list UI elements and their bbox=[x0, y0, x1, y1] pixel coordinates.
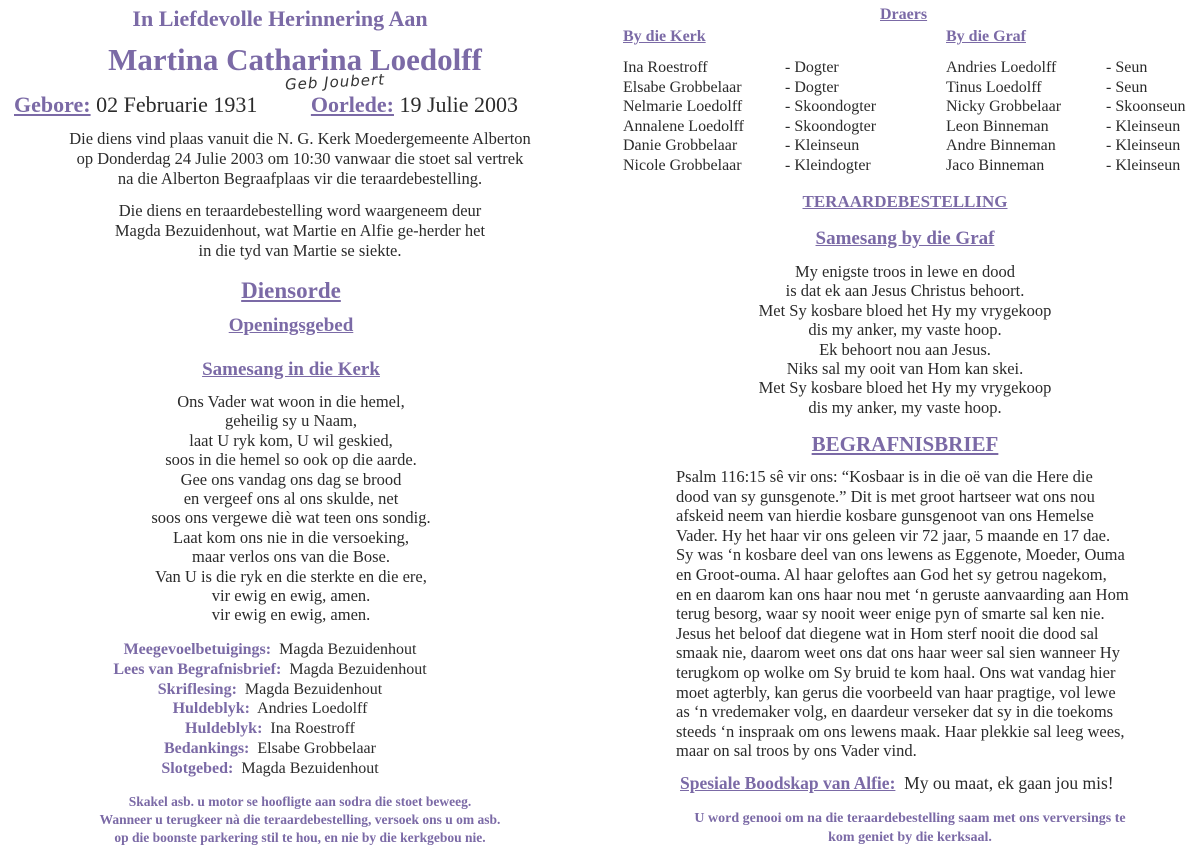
church-bearers-title: By die Kerk bbox=[623, 28, 706, 45]
program-item-label: Skriflesing: bbox=[157, 680, 237, 698]
program-item-label: Slotgebed: bbox=[161, 759, 234, 777]
hymn-line: My enigste troos in lewe en dood bbox=[795, 262, 1015, 281]
program-item-label: Meegevoelbetuigings: bbox=[123, 641, 272, 658]
letter-line: dood van sy gunsgenote.” Dit is met groot hartseer wat ons nou bbox=[676, 486, 1095, 506]
letter-line: maar on sal troos by ons Vader vind. bbox=[676, 741, 917, 761]
birth-death-dates bbox=[14, 92, 594, 118]
program-item-label: Bedankings: bbox=[164, 739, 250, 757]
funeral-letter-title: BEGRAFNISBRIEF bbox=[811, 432, 999, 456]
bearer-name: Jaco Binneman bbox=[946, 156, 1045, 174]
program-item bbox=[0, 680, 540, 700]
bearer-name: Ina Roestroff bbox=[623, 59, 708, 76]
hymn-line: is dat ek aan Jesus Christus behoort. bbox=[785, 281, 1025, 301]
bearer-role: - Skoonseun bbox=[1106, 98, 1186, 116]
letter-line: moet agterbly, kan gerus die voorbeeld van haar pragtige, vol lewe bbox=[676, 682, 1116, 702]
order-of-service-title: Diensorde bbox=[241, 278, 341, 303]
prayer-line: soos ons vergewe diè wat teen ons sondig. bbox=[151, 508, 431, 528]
letter-line: as ‘n vredemaker volg, en daardeur verseker dat sy in die toekoms bbox=[676, 702, 1114, 722]
letter-line: en en daarom kan ons haar nou met ‘n geruste aanvaarding aan Hom bbox=[676, 584, 1129, 604]
officiant-line: Magda Bezuidenhout, wat Martie en Alfie ge-herder het bbox=[114, 221, 486, 240]
service-line: op Donderdag 24 Julie 2003 om 10:30 vanwaar die stoet sal vertrek bbox=[76, 149, 524, 168]
program-item-value: Magda Bezuidenhout bbox=[279, 641, 417, 658]
card-heading: In Liefdevolle Herinnering Aan bbox=[132, 6, 428, 31]
invite-line: U word genooi om na die teraardebestelling saam met ons verversings te bbox=[694, 811, 1126, 826]
prayer-line: vir ewig en ewig, amen. bbox=[211, 605, 371, 625]
prayer-line: Van U is die ryk en die sterkte en die ere, bbox=[155, 566, 427, 586]
letter-line: Vader. Hy het haar vir ons geleen vir 72 jaar, 5 maande en 17 dae. bbox=[676, 525, 1111, 545]
singing-in-church-title: Samesang in die Kerk bbox=[202, 359, 380, 380]
prayer-line: vir ewig en ewig, amen. bbox=[211, 586, 371, 606]
program-item-value: Ina Roestroff bbox=[270, 720, 355, 738]
service-program bbox=[0, 640, 540, 779]
bearer-role: - Skoondogter bbox=[785, 98, 877, 116]
service-line: Die diens vind plaas vanuit die N. G. Kerk Moedergemeente Alberton bbox=[69, 129, 531, 148]
bearer-name: Nicole Grobbelaar bbox=[623, 156, 742, 174]
deceased-name: Martina Catharina Loedolff bbox=[108, 42, 482, 77]
motorist-notice bbox=[0, 793, 600, 847]
hymn-line: dis my anker, my vaste hoop. bbox=[808, 320, 1002, 340]
letter-line: terug besorg, waar sy nooit weer enige pyn of smarte sal ken nie. bbox=[676, 604, 1105, 624]
bearer-role: - Seun bbox=[1106, 78, 1148, 96]
bearer-name: Elsabe Grobbelaar bbox=[623, 78, 742, 96]
letter-line: Sy was ‘n kosbare deel van ons lewens as Eggenote, Moeder, Ouma bbox=[676, 545, 1125, 565]
prayer-line: maar verlos ons van die Bose. bbox=[192, 547, 390, 567]
hymn-line: dis my anker, my vaste hoop. bbox=[808, 397, 1002, 417]
bearer-name: Annalene Loedolff bbox=[623, 117, 744, 135]
notice-line: op die boonste parkering stil te hou, en nie by die kerkgebou nie. bbox=[114, 830, 486, 845]
program-item bbox=[0, 759, 540, 779]
singing-at-grave-title: Samesang by die Graf bbox=[815, 228, 995, 249]
burial-title: TERAARDEBESTELLING bbox=[802, 192, 1008, 211]
bearer-name: Andries Loedolff bbox=[946, 59, 1057, 76]
notice-line: Skakel asb. u motor se hoofligte aan sodra die stoet beweeg. bbox=[128, 794, 472, 809]
invite-line: kom geniet by die kerksaal. bbox=[828, 830, 992, 845]
bearer-role: - Dogter bbox=[785, 78, 839, 96]
program-item-value: Magda Bezuidenhout bbox=[244, 680, 383, 698]
letter-line: afskeid neem van hierdie kosbare gunsgenoot van ons Hemelse bbox=[676, 506, 1094, 526]
officiant-line: in die tyd van Martie se siekte. bbox=[198, 241, 402, 260]
program-item-label: Huldeblyk: bbox=[185, 720, 263, 738]
bearer-role: - Skoondogter bbox=[785, 117, 877, 135]
bearer-role: - Kleinseun bbox=[785, 137, 860, 155]
special-message bbox=[680, 773, 1114, 794]
prayer-line: en vergeef ons al ons skulde, net bbox=[183, 489, 399, 509]
bearer-name: Nelmarie Loedolff bbox=[623, 98, 743, 116]
letter-line: Jesus het beloof dat diegene wat in Hom sterf nooit die dood sal bbox=[676, 623, 1099, 643]
died-date: 19 Julie 2003 bbox=[399, 92, 519, 117]
bearer-name: Tinus Loedolff bbox=[946, 78, 1042, 96]
hymn-line: Niks sal my ooit van Hom kan skei. bbox=[786, 359, 1024, 379]
program-item-value: Andries Loedolff bbox=[257, 700, 368, 718]
program-item-label: Lees van Begrafnisbrief: bbox=[113, 660, 282, 678]
bearer-role: - Kleinseun bbox=[1106, 117, 1181, 135]
died-label: Oorlede: bbox=[310, 92, 394, 117]
born-date: 02 Februarie 1931 bbox=[96, 92, 258, 117]
prayer-line: geheilig sy u Naam, bbox=[225, 411, 357, 431]
special-message-label: Spesiale Boodskap van Alfie: bbox=[680, 773, 896, 793]
program-item-value: Elsabe Grobbelaar bbox=[257, 739, 376, 757]
prayer-line: soos in die hemel so ook op die aarde. bbox=[165, 450, 417, 470]
grave-bearers-title: By die Graf bbox=[946, 28, 1026, 45]
program-item bbox=[0, 699, 540, 719]
hymn-line: Met Sy kosbare bloed het Hy my vrygekoop bbox=[758, 378, 1052, 398]
program-item-label: Huldeblyk: bbox=[172, 700, 250, 718]
bearer-role: - Kleindogter bbox=[785, 156, 871, 174]
bearer-role: - Seun bbox=[1106, 59, 1148, 76]
prayer-line: laat U ryk kom, U wil geskied, bbox=[189, 430, 393, 450]
funeral-letter bbox=[676, 467, 1196, 761]
officiant-details bbox=[20, 201, 580, 261]
program-item-value: Magda Bezuidenhout bbox=[289, 660, 427, 678]
service-details bbox=[20, 129, 580, 189]
letter-line: Psalm 116:15 sê vir ons: “Kosbaar is in die oë van die Here die bbox=[676, 467, 1093, 486]
hymn-line: Met Sy kosbare bloed het Hy my vrygekoop bbox=[758, 300, 1052, 320]
service-line: na die Alberton Begraafplaas vir die teraardebestelling. bbox=[117, 169, 483, 188]
special-message-text: My ou maat, ek gaan jou mis! bbox=[904, 773, 1114, 793]
program-item bbox=[0, 640, 540, 660]
letter-line: terugkom op wolke om Sy bruid te kom haal. Ons wat vandag hier bbox=[676, 662, 1116, 682]
pallbearers-title: Draers bbox=[880, 6, 928, 23]
graveside-hymn bbox=[600, 262, 1200, 417]
letter-line: en Groot-ouma. Al haar geloftes aan God het sy getrou nagekom, bbox=[676, 564, 1107, 584]
prayer-line: Gee ons vandag ons dag se brood bbox=[180, 469, 402, 489]
refreshments-invitation bbox=[660, 809, 1160, 847]
bearer-name: Leon Binneman bbox=[946, 117, 1049, 135]
letter-line: steeds ‘n inspraak om ons lewens maak. Haar plekkie sal leeg wees, bbox=[676, 721, 1125, 741]
program-item bbox=[0, 719, 540, 739]
maiden-name-handwritten-note: Geb Joubert bbox=[284, 70, 386, 94]
prayer-line: Laat kom ons nie in die versoeking, bbox=[173, 527, 409, 547]
officiant-line: Die diens en teraardebestelling word waargeneem deur bbox=[118, 201, 482, 220]
program-item-value: Magda Bezuidenhout bbox=[241, 759, 379, 777]
hymn-line: Ek behoort nou aan Jesus. bbox=[819, 339, 991, 359]
prayer-line: Ons Vader wat woon in die hemel, bbox=[177, 392, 405, 411]
bearer-name: Andre Binneman bbox=[946, 137, 1056, 155]
program-item bbox=[0, 660, 540, 680]
born-label: Gebore: bbox=[14, 92, 91, 117]
bearer-role: - Kleinseun bbox=[1106, 156, 1181, 174]
bearer-role: - Dogter bbox=[785, 59, 839, 76]
lords-prayer bbox=[0, 392, 582, 625]
bearer-role: - Kleinseun bbox=[1106, 137, 1181, 155]
bearer-name: Danie Grobbelaar bbox=[623, 137, 738, 155]
letter-line: smaak nie, daarom weet ons dat ons haar weer sal sien wanneer Hy bbox=[676, 643, 1120, 663]
bearer-name: Nicky Grobbelaar bbox=[946, 98, 1062, 116]
notice-line: Wanneer u terugkeer nà die teraardebestelling, versoek ons u om asb. bbox=[99, 812, 501, 827]
program-item bbox=[0, 739, 540, 759]
opening-prayer-title: Openingsgebed bbox=[228, 315, 354, 336]
